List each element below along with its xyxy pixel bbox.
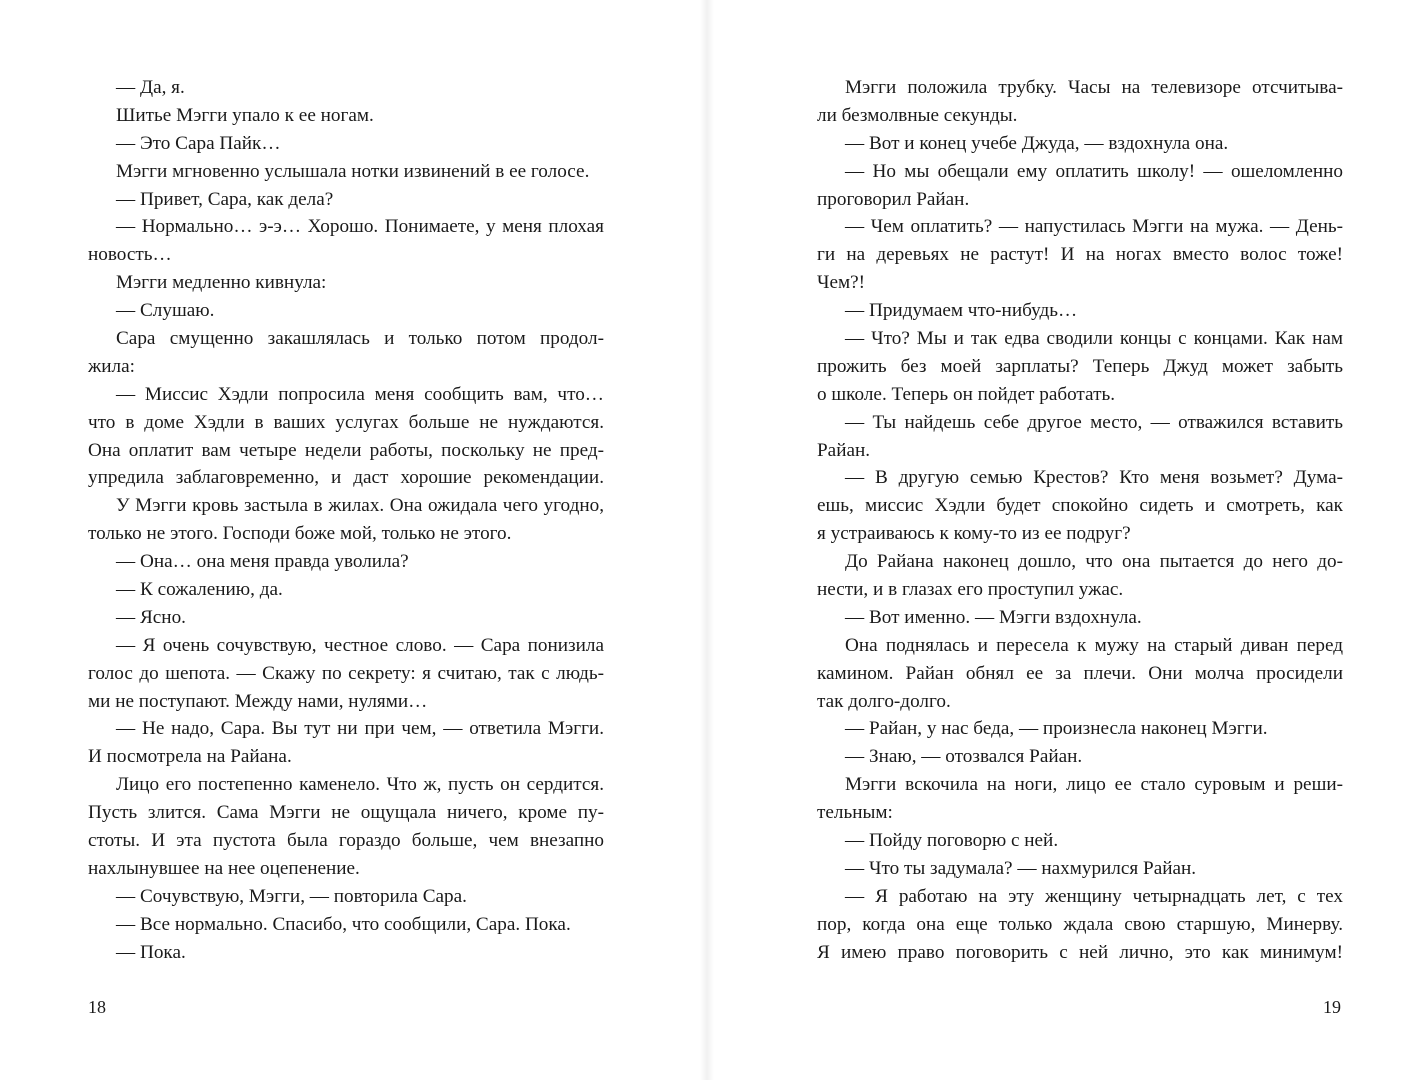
text-line: Сара смущенно закашлялась и только потом продол- — [116, 328, 604, 350]
text-line: тельным: — [817, 802, 893, 824]
text-line: У Мэгги кровь застыла в жилах. Она ожидала чего угодно, — [116, 495, 604, 517]
text-line: — Что? Мы и так едва сводили концы с концами. Как нам — [845, 328, 1343, 350]
text-line: что в доме Хэдли в ваших услугах больше не нуждаются. — [88, 411, 604, 433]
text-line: новость… — [88, 244, 172, 266]
text-line: — Вот именно. — Мэгги вздохнула. — [845, 606, 1142, 628]
page-number-right: 19 — [1323, 997, 1341, 1017]
text-line: Чем?! — [817, 272, 866, 294]
text-line: И посмотрела на Райана. — [88, 746, 292, 768]
text-line: — Вот и конец учебе Джуда, — вздохнула она. — [845, 132, 1229, 154]
text-line: — Но мы обещали ему оплатить школу! — ошеломленно — [845, 160, 1343, 182]
text-line: Райан. — [817, 439, 871, 461]
text-line: — Райан, у нас беда, — произнесла наконец Мэгги. — [845, 718, 1268, 740]
text-line: Мэгги вскочила на ноги, лицо ее стало суровым и реши- — [845, 774, 1343, 796]
text-line: Пусть злится. Сама Мэгги не ощущала ничего, кроме пу- — [88, 802, 604, 824]
text-line: проговорил Райан. — [817, 188, 970, 210]
left-page — [0, 0, 707, 1080]
text-line: Она оплатит вам четыре недели работы, поскольку не пред- — [88, 439, 604, 461]
text-line: Она поднялась и пересела к мужу на старый диван перед — [845, 634, 1343, 656]
text-line: — Я очень сочувствую, честное слово. — Сара понизила — [116, 634, 604, 656]
page-number-left: 18 — [88, 997, 106, 1017]
text-line: — Не надо, Сара. Вы тут ни при чем, — ответила Мэгги. — [116, 718, 604, 740]
text-line: — Придумаем что-нибудь… — [845, 300, 1078, 322]
text-line: — Это Сара Пайк… — [116, 132, 281, 154]
text-line: — Сочувствую, Мэгги, — повторила Сара. — [116, 885, 467, 907]
text-line: Мэгги медленно кивнула: — [116, 272, 327, 294]
text-line: камином. Райан обнял ее за плечи. Они молча просидели — [817, 662, 1343, 684]
text-line: Лицо его постепенно каменело. Что ж, пусть он сердится. — [116, 774, 604, 796]
text-line: Я имею право поговорить с ней лично, это как минимум! — [817, 941, 1343, 963]
text-line: — К сожалению, да. — [116, 579, 283, 601]
text-line: — Миссис Хэдли попросила меня сообщить вам, что… — [116, 383, 604, 405]
text-line: — Пойду поговорю с ней. — [845, 830, 1059, 852]
text-line: — Знаю, — отозвался Райан. — [845, 746, 1083, 768]
text-line: — Она… она меня правда уволила? — [116, 551, 409, 573]
text-line: — Да, я. — [116, 77, 185, 98]
text-line: о школе. Теперь он пойдет работать. — [817, 383, 1116, 405]
text-line: прожить без моей зарплаты? Теперь Джуд может забыть — [817, 355, 1343, 377]
text-line: голос до шепота. — Скажу по секрету: я считаю, так с людь- — [88, 662, 604, 684]
text-line: — Я работаю на эту женщину четырнадцать лет, с тех — [845, 885, 1343, 907]
text-line: — Пока. — [116, 941, 186, 963]
text-line: нести, и в глазах его проступил ужас. — [817, 579, 1124, 601]
text-line: только не этого. Господи боже мой, только не этого. — [88, 523, 512, 545]
text-line: так долго-долго. — [817, 690, 951, 712]
text-line: — Что ты задумала? — нахмурился Райан. — [845, 857, 1197, 879]
text-line: пор, когда она еще только ждала свою старшую, Минерву. — [817, 913, 1343, 935]
text-line: — Привет, Сара, как дела? — [116, 188, 334, 210]
text-line: упредила заблаговременно, и даст хорошие рекомендации. — [88, 467, 604, 489]
text-line: нахлынувшее на нее оцепенение. — [88, 857, 360, 879]
text-line: Мэгги мгновенно услышала нотки извинений в ее голосе. — [116, 160, 590, 182]
text-line: — Нормально… э-э… Хорошо. Понимаете, у меня плохая — [116, 216, 604, 238]
text-line: стоты. И эта пустота была гораздо больше, чем внезапно — [88, 830, 604, 852]
text-line: ли безмолвные секунды. — [817, 104, 1018, 126]
left-page-text — [88, 74, 604, 967]
text-line: Мэгги положила трубку. Часы на телевизоре отсчитыва- — [845, 77, 1343, 98]
text-line: До Райана наконец дошло, что она пытается до него до- — [845, 551, 1343, 573]
text-line: я устраиваюсь к кому-то из ее подруг? — [817, 523, 1131, 545]
text-line: — Ты найдешь себе другое место, — отважился вставить — [845, 411, 1343, 433]
right-page-text — [817, 74, 1343, 967]
text-line: Шитье Мэгги упало к ее ногам. — [116, 104, 374, 126]
text-line: — Слушаю. — [116, 300, 215, 322]
text-line: — Все нормально. Спасибо, что сообщили, Сара. Пока. — [116, 913, 571, 935]
text-line: — В другую семью Крестов? Кто меня возьмет? Дума- — [845, 467, 1343, 489]
text-line: — Чем оплатить? — напустилась Мэгги на мужа. — День- — [845, 216, 1343, 238]
right-page — [707, 0, 1415, 1080]
text-line: ешь, миссис Хэдли будет спокойно сидеть и смотреть, как — [817, 495, 1343, 517]
text-line: — Ясно. — [116, 606, 186, 628]
text-line: ми не поступают. Между нами, нулями… — [88, 690, 428, 712]
text-line: ги на деревьях не растут! И на ногах вместо волос тоже! — [817, 244, 1343, 266]
text-line: жила: — [88, 355, 135, 377]
